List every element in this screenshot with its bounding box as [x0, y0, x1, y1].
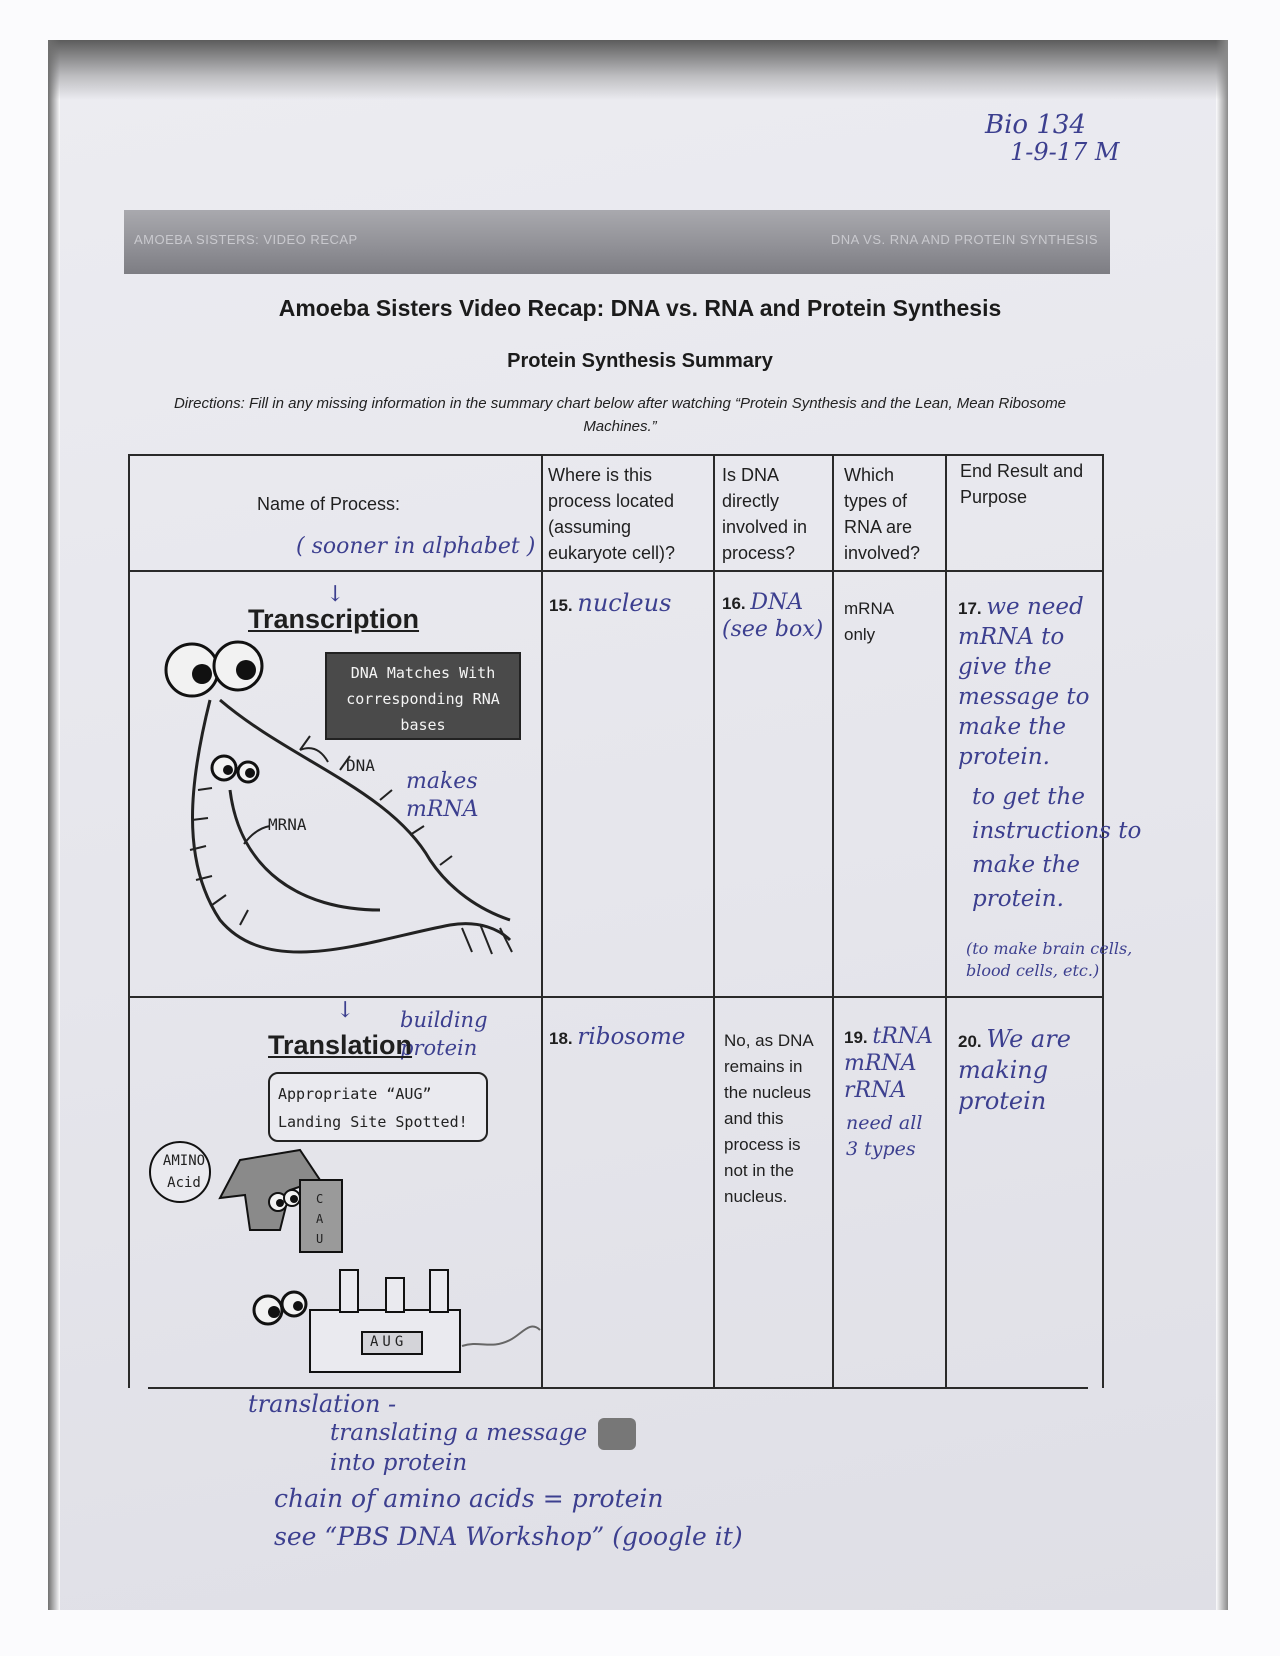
cell-rna-1: mRNA only	[844, 599, 894, 644]
table-row-divider-1	[128, 570, 1104, 572]
speech-bubble: Appropriate “AUG” Landing Site Spotted!	[268, 1072, 488, 1142]
arrow-to-dna	[300, 748, 328, 762]
answer-result-2: We are making protein	[958, 1025, 1071, 1115]
question-number-20: 20.	[958, 1032, 982, 1051]
answer-rna-2: tRNA mRNA rRNA	[844, 1024, 933, 1103]
page-shadow-left	[48, 40, 60, 1610]
question-number-16: 16.	[722, 594, 746, 613]
amino-acid-label: AMINO Acid	[162, 1153, 206, 1191]
header-dna-involved: Is DNA directly involved in process?	[722, 465, 808, 563]
question-number-19: 19.	[844, 1028, 868, 1047]
process-translation: Translation	[268, 1030, 413, 1060]
answer-result-1-extra2: (to make brain cells, blood cells, etc.)	[966, 939, 1133, 980]
cell-location-1	[549, 590, 671, 619]
footer-note-4: see “PBS DNA Workshop” (google it)	[274, 1522, 743, 1551]
table-border-left	[128, 454, 130, 1388]
banner-right-text: DNA VS. RNA AND PROTEIN SYNTHESIS	[830, 232, 1098, 247]
note-need-all-types: need all 3 types	[846, 1112, 923, 1160]
table-col-divider-3	[832, 454, 834, 1388]
header-name-of-process: Name of Process:	[257, 494, 401, 514]
footer-note-3: chain of amino acids = protein	[274, 1484, 664, 1513]
dna-backbone	[230, 790, 380, 910]
arrow-to-mrna	[244, 826, 270, 844]
page-shadow-right	[1216, 40, 1228, 1610]
answer-result-1-extra: to get the instructions to make the protein.	[972, 784, 1142, 912]
footer-note-2: translating a message into protein	[330, 1420, 588, 1476]
table-border-right	[1102, 454, 1104, 1388]
cell-result-2	[958, 1024, 1098, 1117]
codon-aug: AUG	[370, 1334, 408, 1350]
note-building-protein: building protein	[400, 1008, 488, 1060]
anticodon-a: A	[316, 1212, 324, 1226]
label-mrna: MRNA	[268, 815, 307, 834]
dna-matches-box: DNA Matches With corresponding RNA bases	[325, 652, 521, 740]
table-border-top	[128, 454, 1104, 456]
cell-rna-2	[844, 1024, 944, 1105]
cell-result-1	[958, 592, 1098, 772]
header-rna-types: Which types of RNA are involved?	[844, 465, 921, 563]
handwritten-course: Bio 134	[985, 110, 1086, 140]
arrow-down-icon: ↓	[326, 582, 345, 607]
cell-dna-1	[722, 590, 826, 644]
header-location: Where is this process located (assuming eukaryote cell)?	[548, 465, 676, 563]
handwritten-date: 1-9-17 M	[1010, 138, 1120, 166]
answer-result-1: we need mRNA to give the message to make the protein.	[958, 594, 1090, 770]
banner-left-text: AMOEBA SISTERS: VIDEO RECAP	[134, 232, 358, 247]
cell-dna-2: No, as DNA remains in the nucleus and this process is not in the nucleus.	[724, 1031, 813, 1206]
process-transcription: Transcription	[248, 604, 420, 634]
answer-location-1: nucleus	[577, 589, 672, 617]
amoeba-sisters-logo	[598, 1418, 636, 1450]
cell-location-2	[549, 1024, 685, 1052]
page-subtitle: Protein Synthesis Summary	[507, 350, 773, 372]
table-row-divider-2	[128, 996, 1104, 998]
header-banner	[124, 210, 1110, 274]
directions-text: Directions: Fill in any missing information in the summary chart below after watching “Protein Synthesis and the Lean, Mean Ribosome Machines.”	[173, 395, 1067, 435]
page-shadow-top	[48, 40, 1228, 100]
question-number-17: 17.	[958, 599, 982, 618]
answer-dna-1: DNA (see box)	[722, 590, 824, 642]
table-col-divider-2	[713, 454, 715, 1388]
arrow-down-icon-2: ↓	[336, 998, 355, 1023]
label-dna: DNA	[346, 756, 375, 775]
answer-location-2: ribosome	[577, 1024, 686, 1050]
anticodon-c: C	[316, 1192, 324, 1206]
table-col-divider-4	[945, 454, 947, 1388]
question-number-15: 15.	[549, 596, 573, 615]
page-title: Amoeba Sisters Video Recap: DNA vs. RNA and Protein Synthesis	[278, 295, 1002, 321]
header-note: ( sooner in alphabet )	[296, 534, 536, 559]
note-makes-mrna: makes mRNA	[406, 769, 479, 822]
mrna-tail	[462, 1327, 540, 1347]
table-border-bottom	[148, 1387, 1088, 1389]
footer-note-1: translation -	[248, 1390, 397, 1418]
question-number-18: 18.	[549, 1029, 573, 1048]
header-end-result: End Result and Purpose	[960, 461, 1084, 507]
anticodon-u: U	[316, 1232, 324, 1246]
